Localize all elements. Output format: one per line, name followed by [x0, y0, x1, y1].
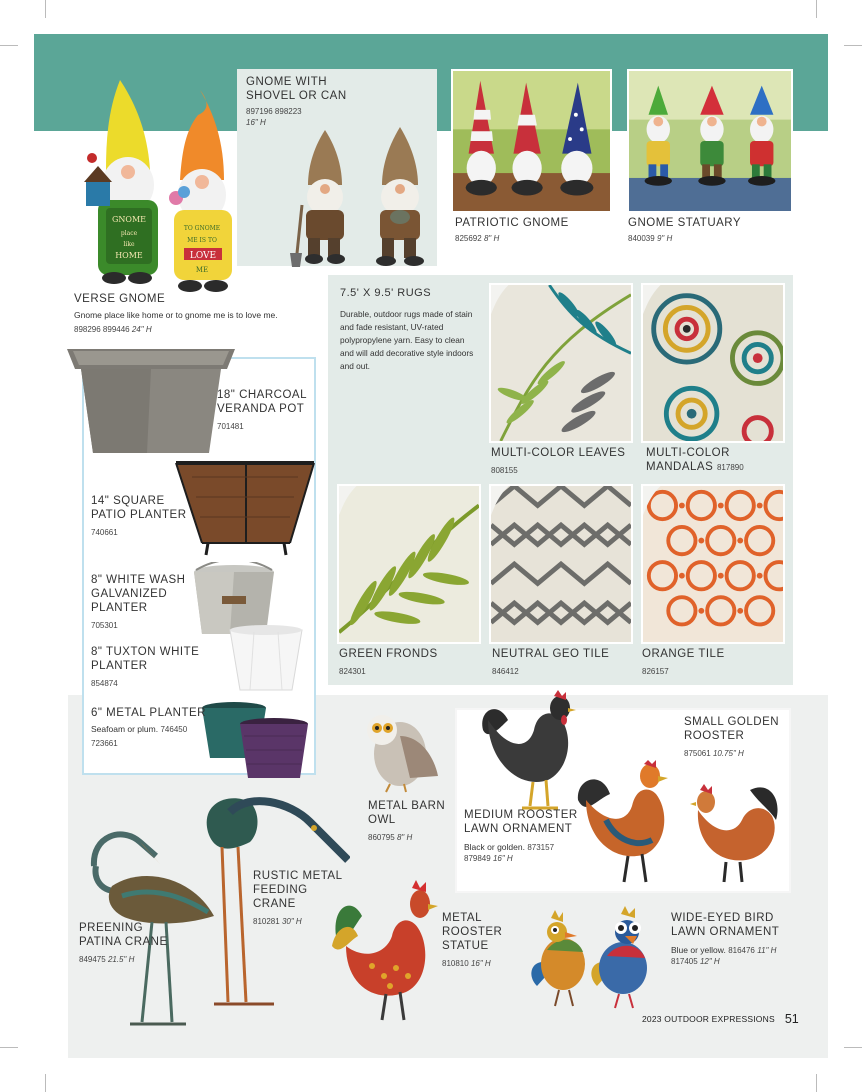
rugs-intro: [340, 286, 480, 373]
page-footer: [642, 1010, 802, 1028]
rugs-description: Durable, outdoor rugs made of stain and fade resistant, UV-rated polypropylene yarn. Easy to clean and will add decorative style indoors and out.: [340, 309, 474, 371]
small-golden-rooster-photo: [690, 780, 782, 886]
small-golden-rooster-caption: [684, 715, 784, 759]
tuxton-planter-caption: [91, 645, 221, 689]
metal-planter-photo: [200, 700, 312, 780]
product-desc: Blue or yellow. 816476 11" H: [671, 945, 777, 955]
product-sku: 898296 899446 24" H: [74, 325, 152, 334]
product-desc: Gnome place like home or to gnome me is to love me.: [74, 310, 278, 320]
product-sku: 705301: [91, 621, 118, 630]
product-sku: 846412: [492, 667, 519, 676]
rug-mandalas-caption: [646, 446, 791, 474]
product-sku: 825692 8" H: [455, 234, 500, 243]
product-sku: 860795 8" H: [368, 833, 413, 842]
patriotic-gnome-photo: [451, 69, 612, 213]
rug-geo-caption: [492, 647, 642, 677]
svg-text:like: like: [123, 241, 135, 248]
crop-mark: [0, 45, 18, 46]
crop-mark: [816, 0, 817, 18]
preening-crane-caption: [79, 921, 179, 965]
veranda-pot-caption: [217, 388, 317, 432]
crop-mark: [844, 45, 862, 46]
product-sku: 810810 16" H: [442, 959, 491, 968]
page-number: 51: [784, 1012, 799, 1026]
product-title: GNOME WITH SHOVEL OR CAN: [246, 76, 347, 102]
product-title: SMALL GOLDEN ROOSTER: [684, 716, 780, 742]
wide-eyed-bird-photo: [527, 906, 661, 1010]
shovel-gnome-caption: [246, 75, 376, 128]
gnome-statuary-photo: [627, 69, 793, 213]
product-title: PREENING PATINA CRANE: [79, 922, 168, 948]
crop-mark: [844, 1047, 862, 1048]
sign-text-1: GNOME: [112, 215, 146, 224]
square-patio-planter-caption: [91, 494, 201, 538]
crop-mark: [45, 1074, 46, 1092]
catalog-name: 2023 OUTDOOR EXPRESSIONS: [642, 1014, 775, 1024]
rug-orange-caption: [642, 647, 792, 677]
wide-eyed-bird-caption: [671, 911, 791, 967]
rug-orange-photo: [641, 484, 785, 644]
crop-mark: [0, 1047, 18, 1048]
veranda-pot-photo: [67, 345, 235, 457]
rug-geo-photo: [489, 484, 633, 644]
rooster-statue-caption: [442, 911, 522, 969]
product-sku: 875061 10.75" H: [684, 749, 744, 758]
product-title: 8" WHITE WASH GALVANIZED PLANTER: [91, 574, 186, 614]
product-title: PATRIOTIC GNOME: [455, 217, 569, 229]
product-title: 18" CHARCOAL VERANDA POT: [217, 389, 307, 415]
product-title: GNOME STATUARY: [628, 217, 742, 229]
shovel-gnome-photo: [290, 125, 440, 270]
tuxton-planter-photo: [228, 624, 304, 692]
patriotic-gnome-caption: [455, 216, 615, 244]
verse-gnome-caption: [74, 292, 304, 335]
product-title: ORANGE TILE: [642, 648, 725, 660]
product-title: 8" TUXTON WHITE PLANTER: [91, 646, 200, 672]
product-title: NEUTRAL GEO TILE: [492, 648, 610, 660]
product-title: METAL ROOSTER STATUE: [442, 912, 503, 952]
metal-planter-caption: [91, 706, 211, 749]
medium-rooster-caption: [464, 808, 584, 864]
product-sku: 826157: [642, 667, 669, 676]
rug-leaves-photo: [489, 283, 633, 443]
gnome-statuary-caption: [628, 216, 793, 244]
medium-golden-rooster-photo: [576, 760, 674, 888]
product-desc: Black or golden. 873157: [464, 842, 555, 852]
product-title: VERSE GNOME: [74, 293, 166, 305]
product-title: 6" METAL PLANTER: [91, 707, 206, 719]
product-sku: 879849 16" H: [464, 854, 513, 863]
product-sku: 824301: [339, 667, 366, 676]
product-desc: Seafoam or plum. 746450: [91, 724, 188, 734]
product-sku: 897196 898223: [246, 107, 302, 116]
barn-owl-caption: [368, 799, 448, 843]
crop-mark: [45, 0, 46, 18]
svg-text:ME: ME: [195, 266, 209, 274]
rooster-statue-photo: [332, 876, 438, 1024]
product-sku: 701481: [217, 422, 244, 431]
crop-mark: [816, 1074, 817, 1092]
product-title: 14" SQUARE PATIO PLANTER: [91, 495, 187, 521]
product-title: MULTI-COLOR MANDALAS 817890: [646, 447, 744, 473]
product-title: WIDE-EYED BIRD LAWN ORNAMENT: [671, 912, 780, 938]
product-sku: 810281 30" H: [253, 917, 302, 926]
rugs-heading: 7.5' X 9.5' RUGS: [340, 287, 432, 299]
svg-text:place: place: [120, 230, 138, 237]
product-size: 16" H: [246, 118, 266, 127]
medium-rooster-photo: [478, 690, 578, 812]
verse-gnome-photo: [78, 70, 238, 300]
product-title: MULTI-COLOR LEAVES: [491, 447, 626, 459]
rug-leaves-caption: [491, 446, 641, 476]
product-sku: 840039 9" H: [628, 234, 673, 243]
product-title: MEDIUM ROOSTER LAWN ORNAMENT: [464, 809, 578, 835]
svg-text:LOVE: LOVE: [189, 251, 217, 261]
galvanized-planter-caption: [91, 573, 201, 631]
rug-mandalas-photo: [641, 283, 785, 443]
product-sku: 854874: [91, 679, 118, 688]
product-title: GREEN FRONDS: [339, 648, 438, 660]
product-sku: 740661: [91, 528, 118, 537]
rug-fronds-caption: [339, 647, 489, 677]
product-sku: 808155: [491, 466, 518, 475]
barn-owl-photo: [360, 706, 442, 794]
product-sku: 817890: [716, 463, 744, 472]
product-title: METAL BARN OWL: [368, 800, 446, 826]
svg-text:HOME: HOME: [115, 251, 143, 260]
rug-fronds-photo: [337, 484, 481, 644]
product-title: RUSTIC METAL FEEDING CRANE: [253, 870, 343, 910]
product-sku: 817405 12" H: [671, 957, 720, 966]
product-sku: 723661: [91, 739, 118, 748]
svg-text:ME IS TO: ME IS TO: [187, 237, 217, 244]
svg-text:TO GNOME: TO GNOME: [183, 225, 221, 232]
product-sku: 849475 21.5" H: [79, 955, 135, 964]
